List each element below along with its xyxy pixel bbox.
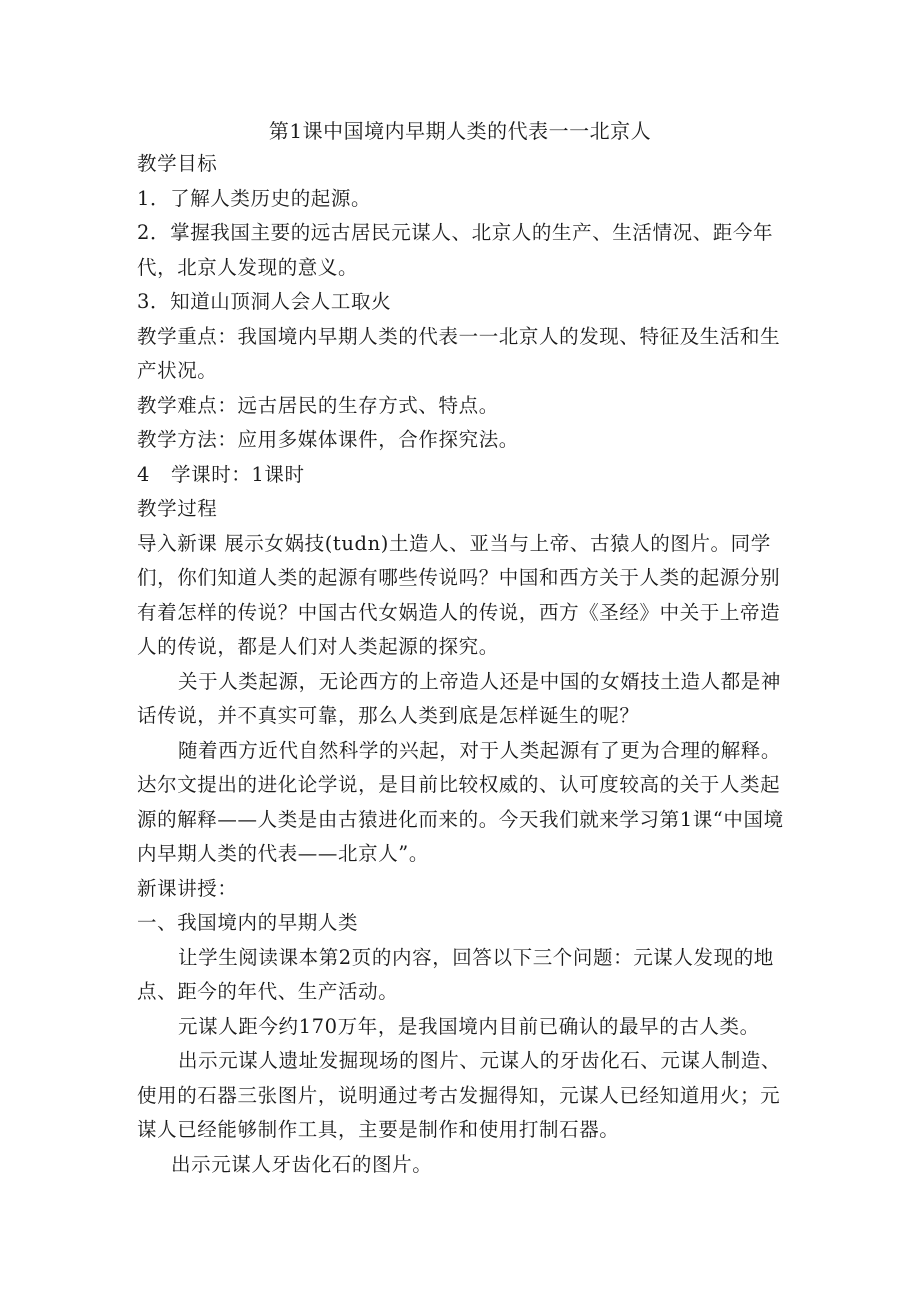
teaching-method: 教学方法：应用多媒体课件，合作探究法。 xyxy=(137,428,519,451)
yuanmou-teeth-paragraph: 出示元谋人牙齿化石的图片。 xyxy=(171,1152,433,1176)
objective-item-2: 2．掌握我国主要的远古居民元谋人、北京人的生产、生活情况、距今年代，北京人发现的意义。 xyxy=(137,221,774,279)
intro-paragraph: 导入新课 展示女娲技(tudn)土造人、亚当与上帝、古猿人的图片。同学们，你们知道人类的起源有哪些传说吗？中国和西方关于人类的起源分别有着怎样的传说？中国古代女娲造人的传说，西方《圣经》中关于上帝造人的传说，都是人们对人类起源的探究。 xyxy=(137,531,781,658)
class-hours-text: 学课时：1课时 xyxy=(171,462,305,486)
list-number: 4 xyxy=(137,462,151,486)
yuanmou-images-paragraph: 出示元谋人遗址发掘现场的图片、元谋人的牙齿化石、元谋人制造、使用的石器三张图片，说明通过考古发掘得知，元谋人已经知道用火；元谋人已经能够制作工具，主要是制作和使用打制石器。 xyxy=(137,1049,782,1141)
origin-myth-paragraph: 关于人类起源，无论西方的上帝造人还是中国的女婿技土造人都是神话传说，并不真实可靠，那么人类到底是怎样诞生的呢？ xyxy=(137,669,782,727)
section-heading-process: 教学过程 xyxy=(137,497,218,520)
lesson-body xyxy=(137,147,797,1182)
lesson-title: 第1课中国境内早期人类的代表一一北京人 xyxy=(268,119,652,143)
new-lesson-heading: 新课讲授： xyxy=(137,876,238,900)
objective-item-1: 1．了解人类历史的起源。 xyxy=(137,186,372,210)
reading-task-paragraph: 让学生阅读课本第2页的内容，回答以下三个问题：元谋人发现的地点、距今的年代、生产活动。 xyxy=(137,945,774,1003)
section-one-heading: 一、我国境内的早期人类 xyxy=(137,911,359,934)
evolution-paragraph: 随着西方近代自然科学的兴起，对于人类起源有了更为合理的解释。达尔文提出的进化论学说，是目前比较权威的、认可度较高的关于人类起源的解释——人类是由古猿进化而来的。今天我们就来学习第1课“中国境内早期人类的代表——北京人”。 xyxy=(137,738,784,865)
class-hours xyxy=(137,458,797,493)
yuanmou-date-paragraph: 元谋人距今约170万年，是我国境内目前已确认的最早的古人类。 xyxy=(178,1014,760,1038)
teaching-focus: 教学重点：我国境内早期人类的代表一一北京人的发现、特征及生活和生产状况。 xyxy=(137,324,781,382)
teaching-difficulty: 教学难点：远古居民的生存方式、特点。 xyxy=(137,393,499,417)
objective-item-3: 3．知道山顶洞人会人工取火 xyxy=(137,290,392,313)
section-heading-objectives: 教学目标 xyxy=(137,152,218,175)
